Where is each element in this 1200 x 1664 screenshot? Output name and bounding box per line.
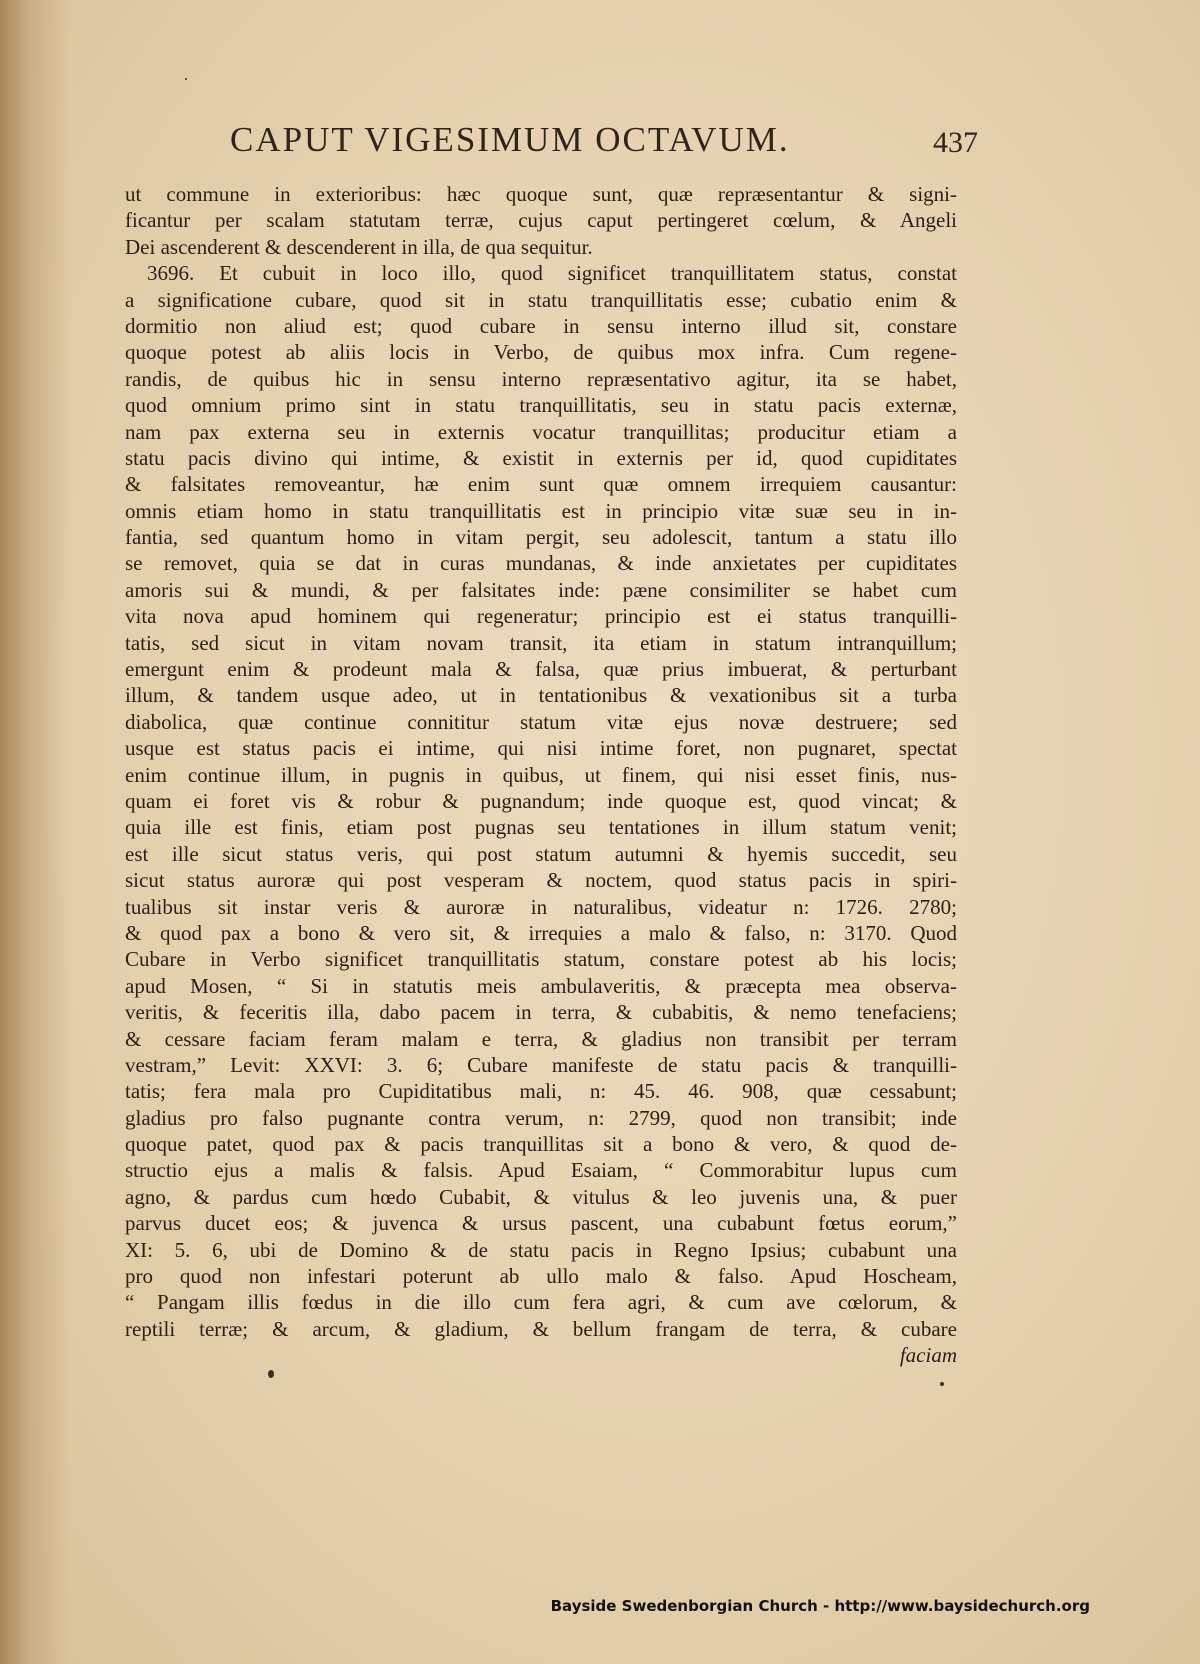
text-line: dormitio non aliud est; quod cubare in sensu interno illud sit, constare — [125, 313, 957, 338]
text-line: quoque potest ab aliis locis in Verbo, de quibus mox infra. Cum regene- — [125, 340, 957, 365]
text-line: illum, & tandem usque adeo, ut in tentationibus & vexationibus sit a turba — [125, 683, 957, 708]
text-line: reptili terræ; & arcum, & gladium, & bellum frangam de terra, & cubare — [125, 1316, 957, 1341]
text-line: nam pax externa seu in externis vocatur tranquillitas; producitur etiam a — [125, 419, 957, 444]
text-line: fantia, sed quantum homo in vitam pergit, seu adolescit, tantum a statu illo — [125, 525, 957, 550]
text-line: pro quod non infestari poterunt ab ullo malo & falso. Apud Hoscheam, — [125, 1264, 957, 1289]
body-text — [125, 181, 957, 1461]
text-line: quod omnium primo sint in statu tranquillitatis, seu in statu pacis externæ, — [125, 393, 957, 418]
text-line: vestram,” Levit: XXVI: 3. 6; Cubare manifeste de statu pacis & tranquilli- — [125, 1052, 957, 1077]
paragraph-start-line: 3696. Et cubuit in loco illo, quod significet tranquillitatem status, constat — [147, 261, 957, 286]
page-gutter-shadow — [0, 0, 70, 1664]
text-line: diabolica, quæ continue connititur statum vitæ ejus novæ destruere; sed — [125, 709, 957, 734]
text-line: tatis, sed sicut in vitam novam transit, ita etiam in statum intranquillum; — [125, 630, 957, 655]
text-line: parvus ducet eos; & juvenca & ursus pascent, una cubabunt fœtus eorum,” — [125, 1211, 957, 1236]
source-watermark: Bayside Swedenborgian Church - http://www.baysidechurch.org — [550, 1597, 1090, 1615]
text-line: se removet, quia se dat in curas mundanas, & inde anxietates per cupiditates — [125, 551, 957, 576]
text-line: sicut status auroræ qui post vesperam & noctem, quod status pacis in spiri- — [125, 868, 957, 893]
text-line: tualibus sit instar veris & auroræ in naturalibus, videatur n: 1726. 2780; — [125, 894, 957, 919]
text-line: enim continue illum, in pugnis in quibus, ut finem, qui nisi esset finis, nus- — [125, 762, 957, 787]
text-line: Cubare in Verbo significet tranquillitatis statum, constare potest ab his locis; — [125, 947, 957, 972]
text-line: statu pacis divino qui intime, & existit in externis per id, quod cupiditates — [125, 445, 957, 470]
text-line: apud Mosen, “ Si in statutis meis ambulaveritis, & præcepta mea observa- — [125, 973, 957, 998]
ink-speck — [185, 78, 187, 80]
text-line: “ Pangam illis fœdus in die illo cum fera agri, & cum ave cœlorum, & — [125, 1290, 957, 1315]
text-line: amoris sui & mundi, & per falsitates inde: pæne consimiliter se habet cum — [125, 577, 957, 602]
text-line: & cessare faciam feram malam e terra, & gladius non transibit per terram — [125, 1026, 957, 1051]
text-line: structio ejus a malis & falsis. Apud Esaiam, “ Commorabitur lupus cum — [125, 1158, 957, 1183]
text-line: vita nova apud hominem qui regeneratur; principio est ei status tranquilli- — [125, 604, 957, 629]
page-number: 437 — [933, 126, 978, 159]
text-line: emergunt enim & prodeunt mala & falsa, quæ prius imbuerat, & perturbant — [125, 657, 957, 682]
text-line: omnis etiam homo in statu tranquillitatis est in principio vitæ suæ seu in in- — [125, 498, 957, 523]
text-line: est ille sicut status veris, qui post statum autumni & hyemis succedit, seu — [125, 841, 957, 866]
text-line: ficantur per scalam statutam terræ, cujus caput pertingeret cœlum, & Angeli — [125, 208, 957, 233]
text-line: tatis; fera mala pro Cupiditatibus mali, n: 45. 46. 908, quæ cessabunt; — [125, 1079, 957, 1104]
text-line: veritis, & feceritis illa, dabo pacem in terra, & cubabitis, & nemo tenefaciens; — [125, 1000, 957, 1025]
text-line: usque est status pacis ei intime, qui nisi intime foret, non pugnaret, spectat — [125, 736, 957, 761]
chapter-title: CAPUT VIGESIMUM OCTAVUM. — [230, 120, 790, 159]
text-line: randis, de quibus hic in sensu interno repræsentativo agitur, ita se habet, — [125, 366, 957, 391]
text-line: Dei ascenderent & descenderent in illa, de qua sequitur. — [125, 234, 593, 259]
text-line: quia ille est finis, etiam post pugnas seu tentationes in illum statum venit; — [125, 815, 957, 840]
catchword: faciam — [899, 1343, 957, 1368]
text-line: gladius pro falso pugnante contra verum, n: 2799, quod non transibit; inde — [125, 1105, 957, 1130]
text-line: agno, & pardus cum hœdo Cubabit, & vitulus & leo juvenis una, & puer — [125, 1184, 957, 1209]
text-line: quam ei foret vis & robur & pugnandum; inde quoque est, quod vincat; & — [125, 788, 957, 813]
running-head — [130, 112, 978, 172]
text-line: a significatione cubare, quod sit in statu tranquillitatis esse; cubatio enim & — [125, 287, 957, 312]
text-line: quoque patet, quod pax & pacis tranquillitas sit a bono & vero, & quod de- — [125, 1132, 957, 1157]
text-line: & falsitates removeantur, hæ enim sunt quæ omnem irrequiem causantur: — [125, 472, 957, 497]
text-line: & quod pax a bono & vero sit, & irrequies a malo & falso, n: 3170. Quod — [125, 920, 957, 945]
text-line: ut commune in exterioribus: hæc quoque sunt, quæ repræsentantur & signi- — [125, 182, 957, 206]
text-line: XI: 5. 6, ubi de Domino & de statu pacis in Regno Ipsius; cubabunt una — [125, 1237, 957, 1262]
